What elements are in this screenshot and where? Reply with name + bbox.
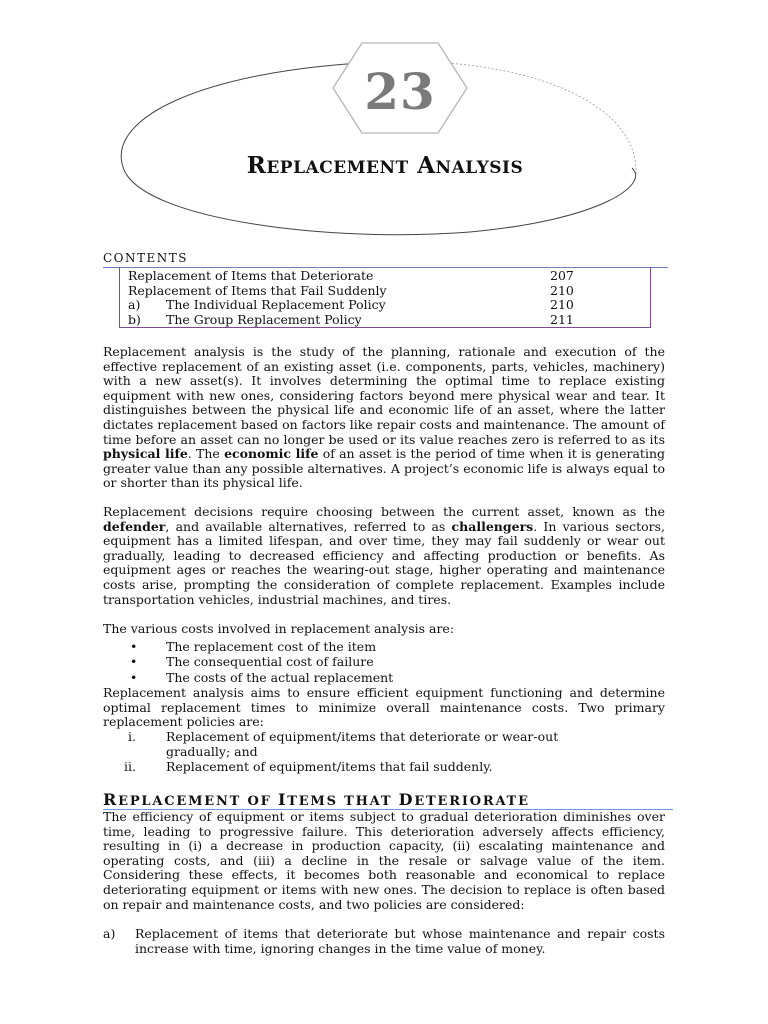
toc-page: 210 (550, 283, 574, 298)
toc-marker: a) (128, 297, 141, 312)
section-paragraph-1: The efficiency of equipment or items subject to gradual deterioration diminishes over time, leading to progressive failure. This deterioration adversely affects efficiency, resulting in (i) a decrease in production capacity, (ii) escalating maintenance and operating costs, and (iii) a decline in the resale or salvage value of the item. Considering these effects, it becomes both reasonable and economical to replace deteriorating equipment or items with new ones. The decision to replace is often based on repair and maintenance costs, and two policies are considered: (103, 809, 665, 912)
toc-page: 210 (550, 297, 574, 312)
toc-label: Replacement of Items that Deteriorate (128, 268, 374, 283)
toc-page: 211 (550, 312, 574, 327)
intro-paragraph-2: Replacement decisions require choosing between the current asset, known as the defender, and available alternatives, referred to as challengers. In various sectors, equipment has a limited lifespan, and over time, they may fail suddenly or wear out gradually, leading to decreased efficiency and affecting production or benefits. As equipment ages or reaches the wearing-out stage, higher operating and maintenance costs arise, prompting the consideration of complete replacement. Examples include transportation vehicles, industrial machines, and tires. (103, 504, 666, 607)
document-page: 23 REPLACEMENT ANALYSIS CONTENTS Replacement of Items that Deteriorate 207 Replacement of Items that Fail Suddenly 210 a) The Individual Replacement Policy 210 b) The Group Replacement Policy 211 Replacement analysis is the study of the planning, rationale and execution of the effective replacement of an existing asset (i.e. components, parts, vehicles, machinery) with a new asset(s). It involves determining the optimal time to replace existing equipment with new ones, considering factors beyond mere physical wear and tear. It distinguishes between the physical life and economic life of an asset, where the latter dictates replacement based on factors like repair costs and maintenance. The amount of time before an asset can no longer be used or its value reaches zero is referred to as its physical life. The economic life of an asset is the period of time when it is generating greater value than any possible alternatives. A project’s economic life is always equal to or shorter than its physical life. Replacement decisions require choosing between the current asset, known as the defender, and available alternatives, referred to as challengers. In various sectors, equipment has a limited lifespan, and over time, they may fail suddenly or wear out gradually, leading to decreased efficiency and affecting production or benefits. As equipment ages or reaches the wearing-out stage, higher operating and maintenance costs arise, prompting the consideration of complete replacement. Examples include transportation vehicles, industrial machines, and tires. The various costs involved in replacement analysis are: • The replacement cost of the item • The consequential cost of failure • The costs of the actual replacement Replacement analysis aims to ensure efficient equipment functioning and determine optimal replacement times to minimize overall maintenance costs. Two primary replacement policies are: i. Replacement of equipment/items that deteriorate or wear-out gradually; and ii. Replacement of equipment/items that fail suddenly. REPLACEMENT OF ITEMS THAT DETERIORATE The efficiency of equipment or items subject to gradual deterioration diminishes over time, leading to progressive failure. This deterioration adversely affects efficiency, resulting in (i) a decrease in production capacity, (ii) escalating maintenance and operating costs, and (iii) a decline in the resale or salvage value of the item. Considering these effects, it becomes both reasonable and economical to replace deteriorating equipment or items with new ones. The decision to replace is often based on repair and maintenance costs, and two policies are considered: a) Replacement of items that deteriorate but whose maintenance and repair costs increase with time, ignoring changes in the time value of money. (0, 0, 768, 1024)
intro-paragraph-1: Replacement analysis is the study of the planning, rationale and execution of the effective replacement of an existing asset (i.e. components, parts, vehicles, machinery) with a new asset(s). It involves determining the optimal time to replace existing equipment with new ones, considering factors beyond mere physical wear and tear. It distinguishes between the physical life and economic life of an asset, where the latter dictates replacement based on factors like repair costs and maintenance. The amount of time before an asset can no longer be used or its value reaches zero is referred to as its physical life. The economic life of an asset is the period of time when it is generating greater value than any possible alternatives. A project’s economic life is always equal to or shorter than its physical life. (103, 344, 665, 491)
toc-marker: b) (128, 312, 141, 327)
list-item: i. Replacement of equipment/items that deteriorate or wear-out gradually; and (128, 729, 559, 759)
toc-row[interactable] (128, 268, 648, 283)
toc-row[interactable] (128, 283, 648, 298)
toc-label: The Group Replacement Policy (166, 312, 362, 327)
bullet-icon: • (130, 639, 138, 654)
bullet-icon: • (130, 654, 138, 669)
chapter-title: REPLACEMENT ANALYSIS (246, 152, 524, 179)
section-heading: REPLACEMENT OF ITEMS THAT DETERIORATE (103, 790, 530, 809)
toc-label: The Individual Replacement Policy (166, 297, 386, 312)
intro-paragraph-3: The various costs involved in replacement analysis are: (103, 621, 455, 636)
toc-row[interactable] (128, 297, 648, 312)
list-item: ii. Replacement of equipment/items that fail suddenly. (124, 759, 493, 774)
toc-page: 207 (550, 268, 574, 283)
bullet-icon: • (130, 670, 138, 685)
chapter-number: 23 (364, 62, 436, 121)
intro-paragraph-4: Replacement analysis aims to ensure efficient equipment functioning and determine optimal replacement times to minimize overall maintenance costs. Two primary replacement policies are: (103, 685, 665, 730)
contents-heading: CONTENTS (103, 251, 189, 265)
list-item: a) Replacement of items that deteriorate but whose maintenance and repair costs increase with time, ignoring changes in the time value of money. (103, 926, 665, 956)
toc-row[interactable] (128, 312, 648, 327)
chapter-header-art (0, 0, 768, 250)
toc-label: Replacement of Items that Fail Suddenly (128, 283, 387, 298)
